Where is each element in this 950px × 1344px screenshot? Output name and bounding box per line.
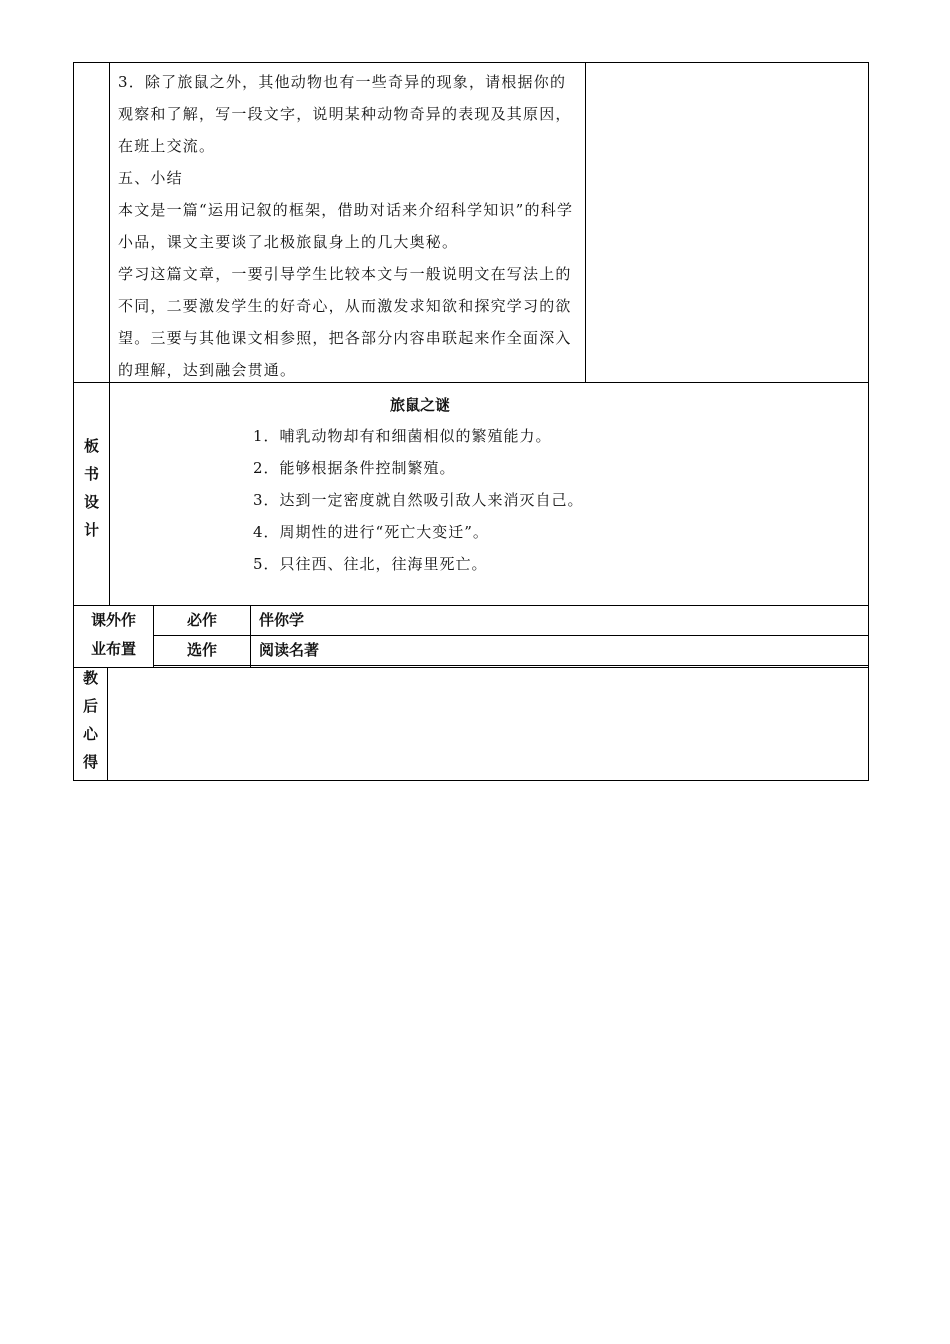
- board-item-3: 3．达到一定密度就自然吸引敌人来消灭自己。: [253, 491, 584, 509]
- row-divider-homework-inner-2: [153, 665, 869, 666]
- lesson-activity-3: 3．除了旅鼠之外，其他动物也有一些奇异的现象，请根据你的观察和了解，写一段文字，说明某种动物奇异的表现及其原因，在班上交流。: [118, 73, 572, 155]
- homework-type-optional: 选作: [186, 641, 217, 659]
- reflection-label-char: 后: [82, 697, 98, 715]
- row-divider-reflection: [73, 667, 869, 668]
- reflection-label: [74, 664, 107, 776]
- board-item-4: 4．周期性的进行“死亡大变迁”。: [253, 523, 489, 541]
- lesson-notes-cell: [586, 63, 868, 382]
- board-label-char: 计: [83, 521, 99, 539]
- reflection-label-char: 教: [82, 669, 98, 687]
- reflection-content: [112, 672, 862, 772]
- board-label-char: 设: [83, 493, 99, 511]
- homework-label-line2: 业布置: [90, 640, 136, 658]
- label-column-divider: [109, 62, 110, 605]
- board-item-2: 2．能够根据条件控制繁殖。: [253, 459, 456, 477]
- board-label-char: 书: [83, 465, 99, 483]
- board-label-char: 板: [83, 437, 99, 455]
- homework-label: [74, 606, 153, 664]
- homework-type-divider: [250, 605, 251, 667]
- homework-content-required: 伴你学: [259, 611, 305, 629]
- reflection-label-char: 心: [82, 725, 98, 743]
- summary-paragraph-1: 本文是一篇“运用记叙的框架，借助对话来介绍科学知识”的科学小品，课文主要谈了北极旅鼠身上的几大奥秘。: [118, 201, 574, 251]
- board-title: 旅鼠之谜: [389, 396, 450, 414]
- board-design-label: [74, 432, 109, 544]
- homework-content-optional: 阅读名著: [259, 641, 320, 659]
- reflection-label-char: 得: [82, 753, 98, 771]
- table-right-border: [868, 62, 869, 780]
- homework-label-line1: 课外作: [90, 611, 136, 629]
- table-bottom-border: [73, 780, 869, 781]
- row-divider-homework: [73, 605, 869, 606]
- board-item-5: 5．只往西、往北，往海里死亡。: [253, 555, 488, 573]
- summary-heading: 五、小结: [118, 169, 183, 187]
- homework-type-required: 必作: [186, 611, 217, 629]
- lesson-content: [118, 66, 580, 386]
- reflection-label-divider: [107, 667, 108, 780]
- board-item-1: 1．哺乳动物却有和细菌相似的繁殖能力。: [253, 427, 552, 445]
- summary-paragraph-2: 学习这篇文章，一要引导学生比较本文与一般说明文在写法上的不同，二要激发学生的好奇心，从而激发求知欲和探究学习的欲望。三要与其他课文相参照，把各部分内容串联起来作全面深入的理解，达到融会贯通。: [118, 265, 572, 379]
- row-divider-homework-inner: [153, 635, 869, 636]
